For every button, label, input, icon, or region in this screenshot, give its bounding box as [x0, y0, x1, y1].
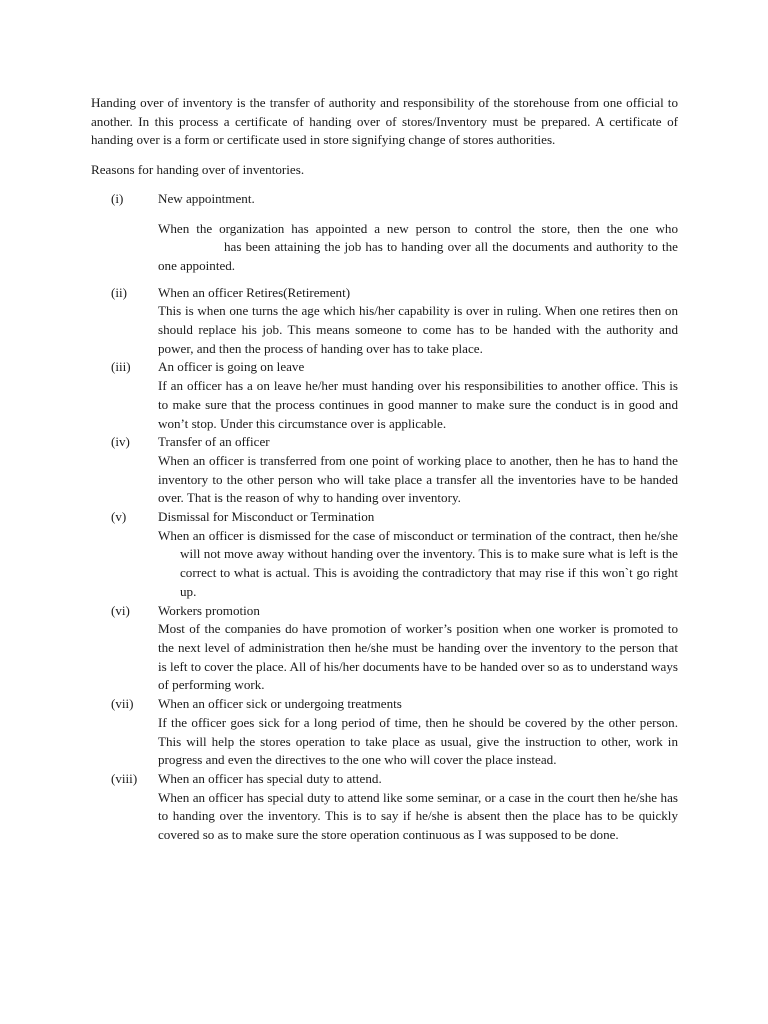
item-body: When an officer is transferred from one point of working place to another, then he has to hand the inventory to the other person who will take place a transfer all the inventories have to be handed over. That is the reason of why to handing over inventory.	[158, 452, 678, 506]
list-item	[91, 433, 678, 508]
item-title: When an officer sick or undergoing treatments	[158, 696, 402, 712]
item-title: An officer is going on leave	[158, 359, 305, 375]
item-number: (viii)	[111, 770, 138, 786]
item-title: When an officer Retires(Retirement)	[158, 284, 351, 300]
item-body: This is when one turns the age which his/her capability is over in ruling. When one retires then on should replace his job. This means someone to come has to be handed with the authority and power, and then the process of handing over has to take place.	[158, 303, 678, 356]
item-number: (v)	[111, 509, 127, 525]
intro-paragraph: Handing over of inventory is the transfer of authority and responsibility of the storehouse from one official to another. In this process a certificate of handing over of stores/Inventory must be prepared. A certificate of handing over is a form or certificate used in store signifying change of stores authorities.	[91, 95, 678, 148]
item-body: If the officer goes sick for a long period of time, then he should be covered by the other person. This will help the stores operation to take place as usual, give the instruction to other, work in progress and even the directives to the one who will cover the place instead.	[158, 714, 678, 768]
reasons-heading: Reasons for handing over of inventories.	[91, 162, 305, 178]
item-body: When an officer is dismissed for the case of misconduct or termination of the contract, then he/she will not move away without handing over the inventory. This is to make sure what is left is the correct to what is actual. This is avoiding the contradictory that may rise if this won`t go right up.	[158, 527, 678, 599]
item-body-part-a: When the organization has appointed a new person to control the store, then the one who	[158, 220, 678, 236]
list-item	[91, 695, 678, 770]
item-number: (vii)	[111, 696, 134, 712]
item-title: Transfer of an officer	[158, 434, 270, 450]
item-title: When an officer has special duty to attend.	[158, 770, 382, 786]
list-item	[91, 190, 678, 276]
item-number: (ii)	[111, 284, 127, 300]
item-number: (vi)	[111, 602, 130, 618]
list-item	[91, 770, 678, 845]
item-title: Workers promotion	[158, 602, 260, 618]
list-item	[91, 508, 678, 602]
item-number: (i)	[111, 190, 124, 206]
item-body: If an officer has a on leave he/her must handing over his responsibilities to another office. This is to make sure that the process continues in good manner to make sure the conduct is in good and won’t stop. Under this circumstance over is applicable.	[158, 378, 678, 431]
item-body: Most of the companies do have promotion of worker’s position when one worker is promoted to the next level of administration then he/she must be handing over the inventory to the person that is left to cover the place. All of his/her documents have to be handed over so as to understand ways of performing work.	[158, 621, 678, 693]
list-item	[91, 284, 678, 359]
item-number: (iv)	[111, 434, 130, 450]
item-body-part-b: has been attaining the job has to handing over all the documents and authority to the one appointed.	[158, 239, 678, 273]
list-item	[91, 358, 678, 433]
item-title: New appointment.	[158, 190, 255, 206]
item-body	[158, 220, 678, 276]
item-body: When an officer has special duty to attend like some seminar, or a case in the court then he/she has to handing over the inventory. This is to say if he/she is absent then the place has to be quickly covered so as to make sure the store operation continuous as I was supposed to be done.	[158, 789, 678, 843]
item-title: Dismissal for Misconduct or Termination	[158, 509, 375, 525]
item-number: (iii)	[111, 359, 131, 375]
list-item	[91, 602, 678, 696]
